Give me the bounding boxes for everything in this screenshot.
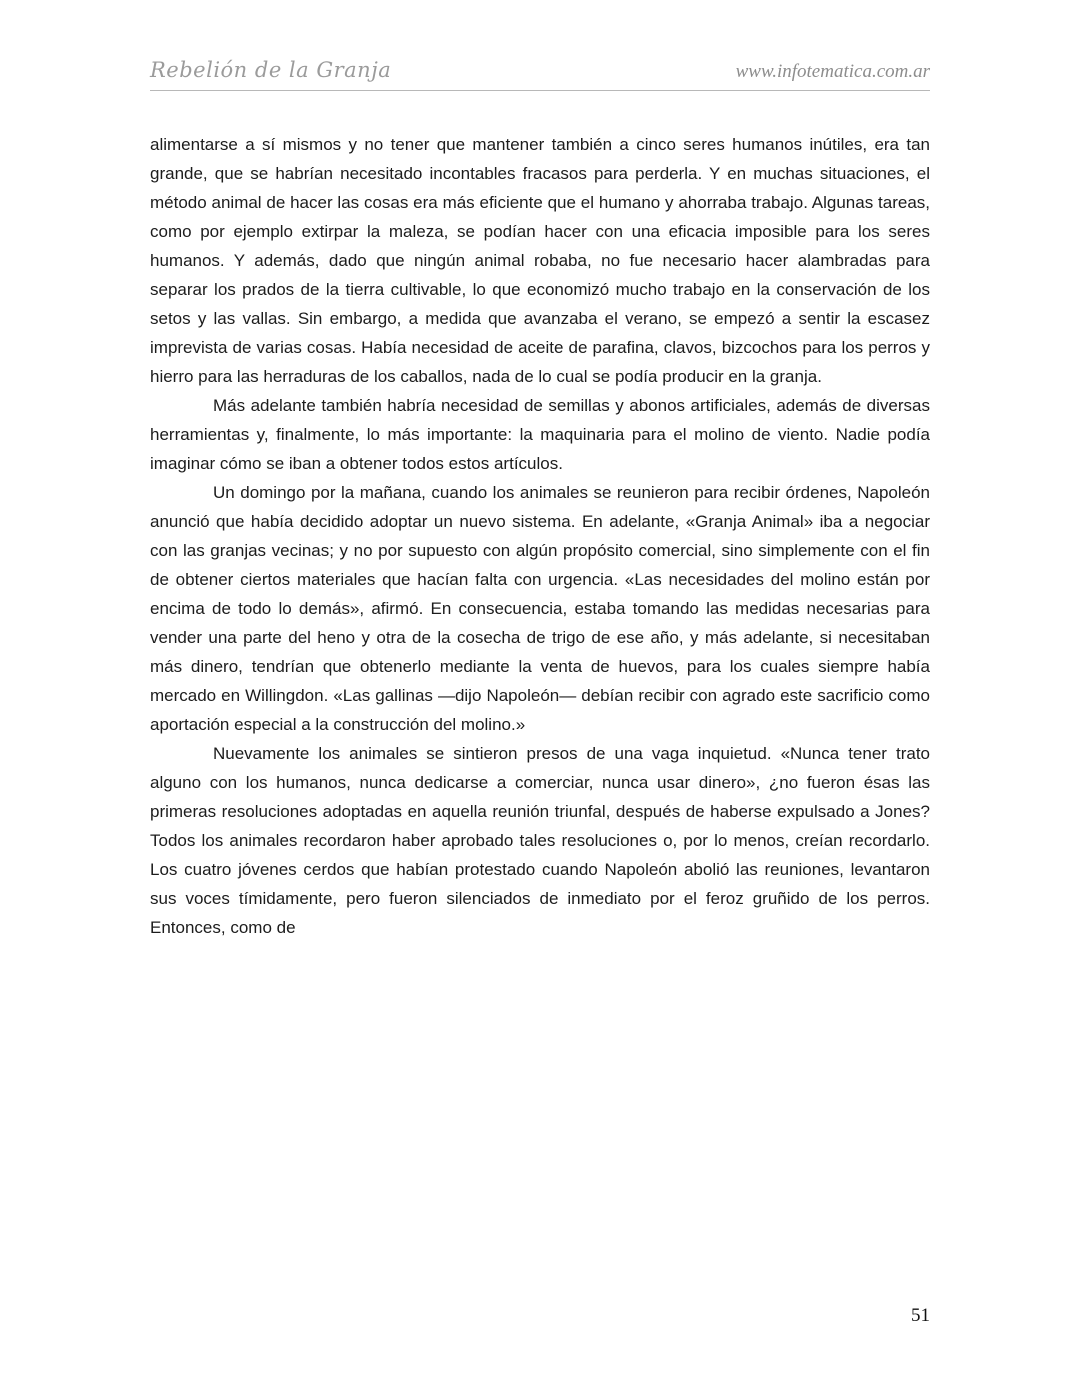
paragraph: Más adelante también habría necesidad de semillas y abonos artificiales, además de diversas herramientas y, finalmente, lo más importante: la maquinaria para el molino de viento. Nadie podía imaginar cómo se iban a obtener todos estos artículos.: [150, 396, 930, 473]
page-header: [150, 58, 930, 83]
page-number: 51: [911, 1305, 930, 1326]
paragraph: Nuevamente los animales se sintieron presos de una vaga inquietud. «Nunca tener trato alguno con los humanos, nunca dedicarse a comerciar, nunca usar dinero», ¿no fueron ésas las primeras resoluciones adoptadas en aquella reunión triunfal, después de haberse expulsado a Jones? Todos los animales recordaron haber aprobado tales resoluciones o, por lo menos, creían recordarlo. Los cuatro jóvenes cerdos que habían protestado cuando Napoleón abolió las reuniones, levantaron sus voces tímidamente, pero fueron silenciados de inmediato por el feroz gruñido de los perros. Entonces, como de: [150, 744, 930, 937]
paragraph: alimentarse a sí mismos y no tener que mantener también a cinco seres humanos inútiles, era tan grande, que se habrían necesitado incontables fracasos para perderla. Y en muchas situaciones, el método animal de hacer las cosas era más eficiente que el humano y ahorraba trabajo. Algunas tareas, como por ejemplo extirpar la maleza, se podían hacer con una eficacia imposible para los seres humanos. Y además, dado que ningún animal robaba, no fue necesario hacer alambradas para separar los prados de la tierra cultivable, lo que economizó mucho trabajo en la conservación de los setos y las vallas. Sin embargo, a medida que avanzaba el verano, se empezó a sentir la escasez imprevista de varias cosas. Había necesidad de aceite de parafina, clavos, bizcochos para los perros y hierro para las herraduras de los caballos, nada de lo cual se podía producir en la granja.: [150, 135, 930, 386]
paragraph: Un domingo por la mañana, cuando los animales se reunieron para recibir órdenes, Napoleón anunció que había decidido adoptar un nuevo sistema. En adelante, «Granja Animal» iba a negociar con las granjas vecinas; y no por supuesto con algún propósito comercial, sino simplemente con el fin de obtener ciertos materiales que hacían falta con urgencia. «Las necesidades del molino están por encima de todo lo demás», afirmó. En consecuencia, estaba tomando las medidas necesarias para vender una parte del heno y otra de la cosecha de trigo de ese año, y más adelante, si necesitaban más dinero, tendrían que obtenerlo mediante la venta de huevos, para los cuales siempre había mercado en Willingdon. «Las gallinas —dijo Napoleón— debían recibir con agrado este sacrificio como aportación especial a la construcción del molino.»: [150, 483, 930, 734]
header-divider: [150, 90, 930, 91]
page-body: [150, 130, 930, 942]
website-url: www.infotematica.com.ar: [735, 61, 930, 82]
book-title: Rebelión de la Granja: [150, 58, 392, 82]
